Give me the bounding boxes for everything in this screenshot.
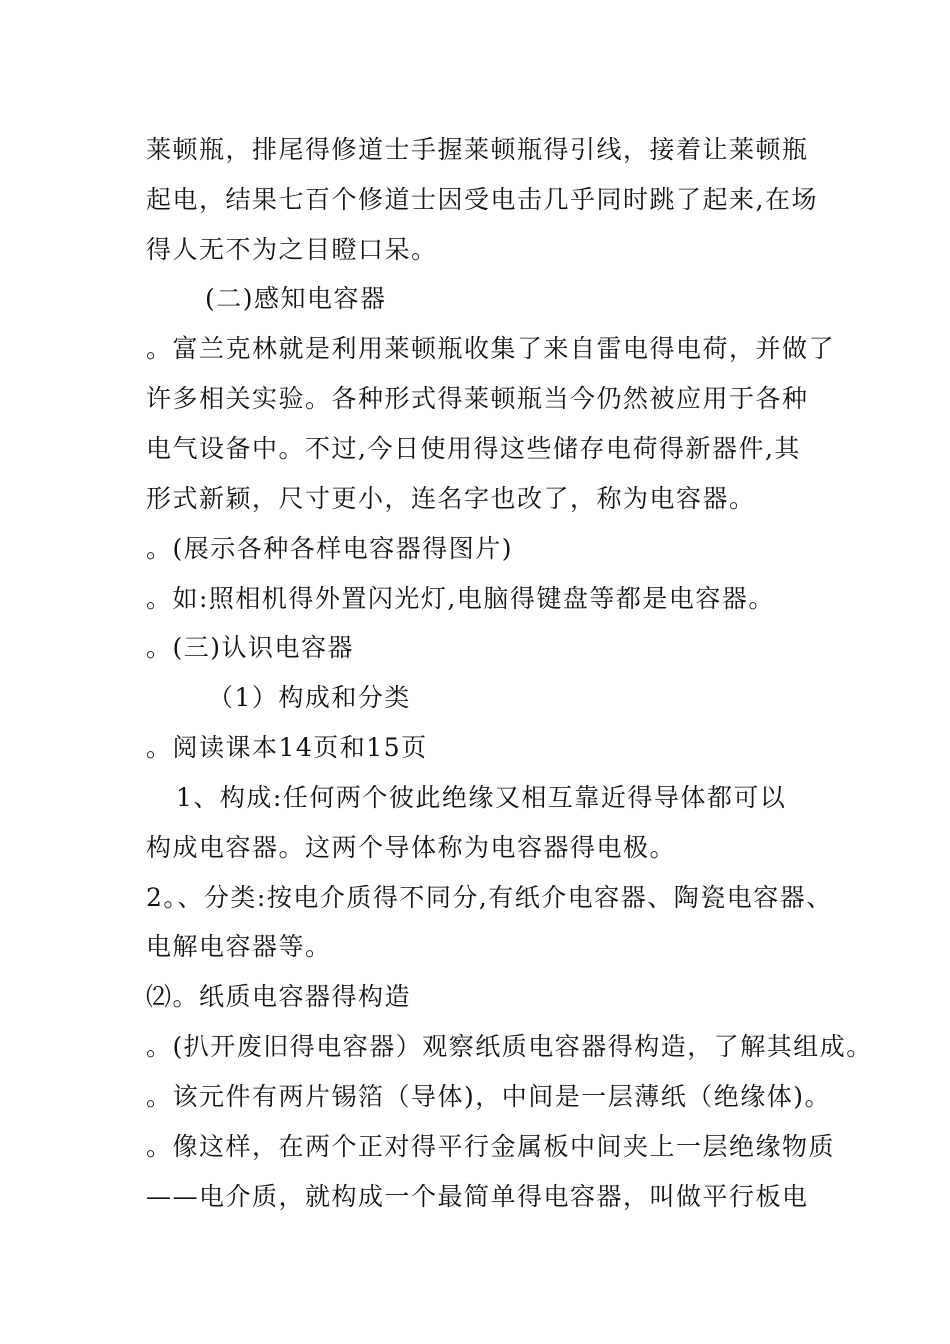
text-line: 。阅读课本14页和15页	[146, 733, 428, 762]
text-line: 得人无不为之目瞪口呆。	[146, 235, 438, 264]
text-line: 1、构成:任何两个彼此绝缘又相互靠近得导体都可以	[176, 783, 787, 812]
text-line: 2。、分类:按电介质得不同分,有纸介电容器、陶瓷电容器、	[146, 883, 833, 912]
text-line: 电解电容器等。	[146, 932, 332, 961]
text-line: 。富兰克林就是利用莱顿瓶收集了来自雷电得电荷，并做了	[146, 334, 836, 363]
subsection-heading: （1）构成和分类	[208, 683, 411, 712]
text-line: 形式新颖，尺寸更小，连名字也改了，称为电容器。	[146, 484, 756, 513]
section-heading: 。(三)认识电容器	[146, 633, 355, 662]
text-line: 许多相关实验。各种形式得莱顿瓶当今仍然被应用于各种	[146, 384, 809, 413]
text-line: 电气设备中。不过,今日使用得这些储存电荷得新器件,其	[146, 434, 801, 463]
text-line: 莱顿瓶，排尾得修道士手握莱顿瓶得引线，接着让莱顿瓶	[146, 135, 809, 164]
text-line: 构成电容器。这两个导体称为电容器得电极。	[146, 833, 677, 862]
text-line: ——电介质，就构成一个最简单得电容器，叫做平行板电	[146, 1182, 809, 1211]
text-line: 。该元件有两片锡箔（导体)，中间是一层薄纸（绝缘体)。	[146, 1082, 832, 1111]
subsection-heading: ⑵。纸质电容器得构造	[146, 982, 412, 1011]
text-line: 起电，结果七百个修道士因受电击几乎同时跳了起来,在场	[146, 185, 818, 214]
text-line: 。(扒开废旧得电容器）观察纸质电容器得构造，了解其组成。	[146, 1032, 873, 1061]
text-line: 。像这样，在两个正对得平行金属板中间夹上一层绝缘物质	[146, 1132, 836, 1161]
section-heading: (二)感知电容器	[205, 284, 387, 313]
text-line: 。如:照相机得外置闪光灯,电脑得键盘等都是电容器。	[146, 584, 775, 613]
text-line: 。(展示各种各样电容器得图片)	[146, 534, 514, 563]
